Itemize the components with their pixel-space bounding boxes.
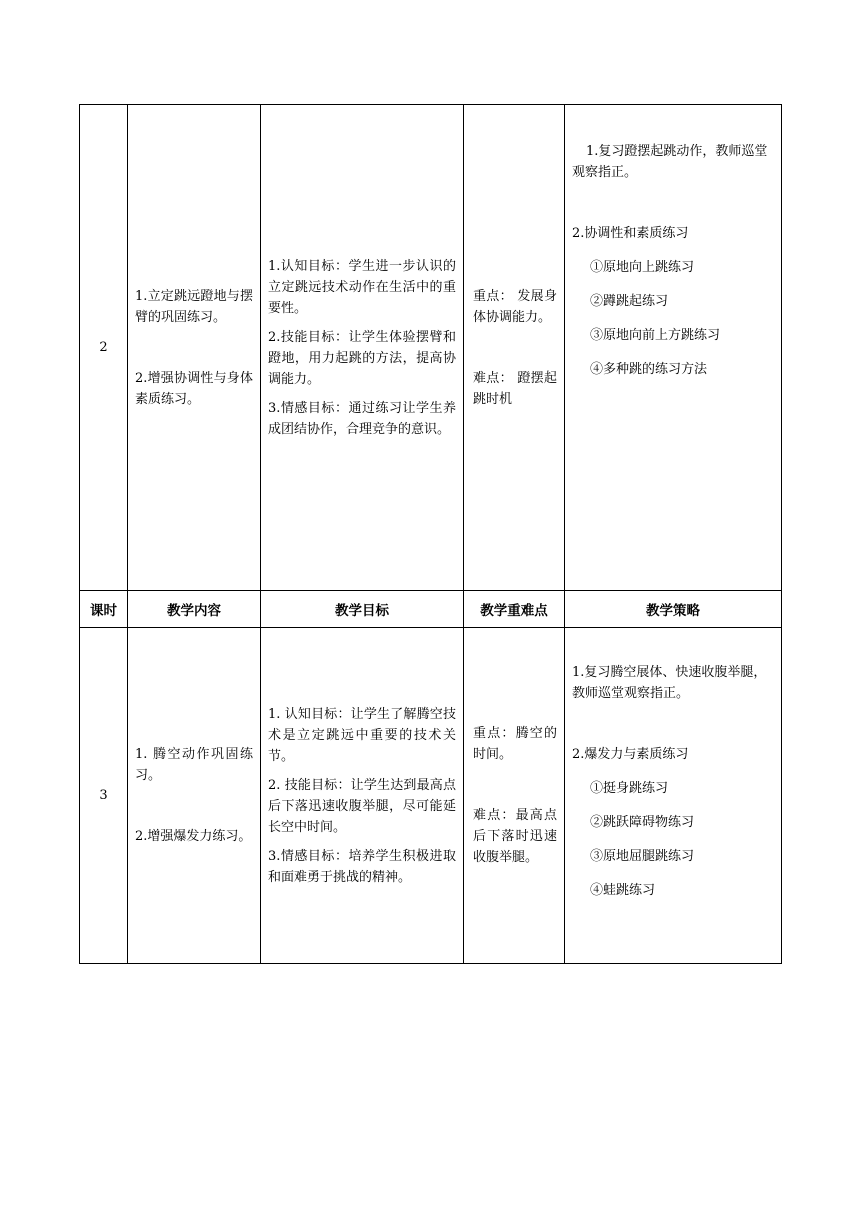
content-item: 2.增强协调性与身体素质练习。 xyxy=(135,370,253,407)
key-point: 重点： 发展身体协调能力。 xyxy=(473,288,557,325)
content-item: 1.立定跳远蹬地与摆臂的巩固练习。 xyxy=(135,288,253,325)
goal-item: 1.认知目标：学生进一步认识的立定跳远技术动作在生活中的重要性。 xyxy=(268,258,456,316)
strategy-subitem: ③原地向前上方跳练习 xyxy=(590,328,721,343)
teaching-goals xyxy=(261,105,464,591)
strategy-subitem: ④多种跳的练习方法 xyxy=(590,362,708,377)
strategy-subitem: ①挺身跳练习 xyxy=(590,781,669,796)
table-row-lesson-3 xyxy=(80,628,782,964)
strategy-item: 2.协调性和素质练习 xyxy=(572,226,689,241)
content-item: 2.增强爆发力练习。 xyxy=(135,829,252,844)
strategy-subitem: ③原地屈腿跳练习 xyxy=(590,849,695,864)
strategy-item: 1.复习腾空展体、快速收腹举腿，教师巡堂观察指正。 xyxy=(572,665,767,701)
teaching-strategy xyxy=(565,105,782,591)
teaching-content xyxy=(128,628,261,964)
strategy-subitem: ②跳跃障碍物练习 xyxy=(590,815,695,830)
key-difficulty xyxy=(464,628,565,964)
header-goal: 教学目标 xyxy=(261,591,464,628)
teaching-strategy xyxy=(565,628,782,964)
lesson-number: 3 xyxy=(80,628,128,964)
header-key: 教学重难点 xyxy=(464,591,565,628)
content-item: 1. 腾空动作巩固练习。 xyxy=(135,747,253,783)
header-strategy: 教学策略 xyxy=(565,591,782,628)
strategy-item: 1.复习蹬摆起跳动作，教师巡堂观察指正。 xyxy=(572,144,768,180)
teaching-goals xyxy=(261,628,464,964)
key-difficulty xyxy=(464,105,565,591)
key-point: 重点：腾空的时间。 xyxy=(473,726,557,762)
strategy-subitem: ④蛙跳练习 xyxy=(590,883,656,898)
table-row-lesson-2 xyxy=(80,105,782,591)
header-content: 教学内容 xyxy=(128,591,261,628)
strategy-subitem: ②蹲跳起练习 xyxy=(590,294,669,309)
difficult-point: 难点：最高点后下落时迅速收腹举腿。 xyxy=(473,808,557,865)
goal-item: 2. 技能目标：让学生达到最高点后下落迅速收腹举腿，尽可能延长空中时间。 xyxy=(268,777,456,835)
difficult-point: 难点： 蹬摆起跳时机 xyxy=(473,370,557,407)
teaching-content xyxy=(128,105,261,591)
table-header-row xyxy=(80,591,782,628)
lesson-number: 2 xyxy=(80,105,128,591)
goal-item: 3.情感目标：通过练习让学生养成团结协作，合理竞争的意识。 xyxy=(268,400,456,437)
header-lesson: 课时 xyxy=(80,591,128,628)
lesson-plan-table xyxy=(79,104,782,964)
goal-item: 2.技能目标：让学生体验摆臂和蹬地，用力起跳的方法，提高协调能力。 xyxy=(268,329,456,387)
strategy-subitem: ①原地向上跳练习 xyxy=(590,260,695,275)
strategy-item: 2.爆发力与素质练习 xyxy=(572,747,689,762)
goal-item: 3.情感目标：培养学生积极进取和面难勇于挑战的精神。 xyxy=(268,848,456,885)
goal-item: 1. 认知目标：让学生了解腾空技术是立定跳远中重要的技术关节。 xyxy=(268,706,456,764)
